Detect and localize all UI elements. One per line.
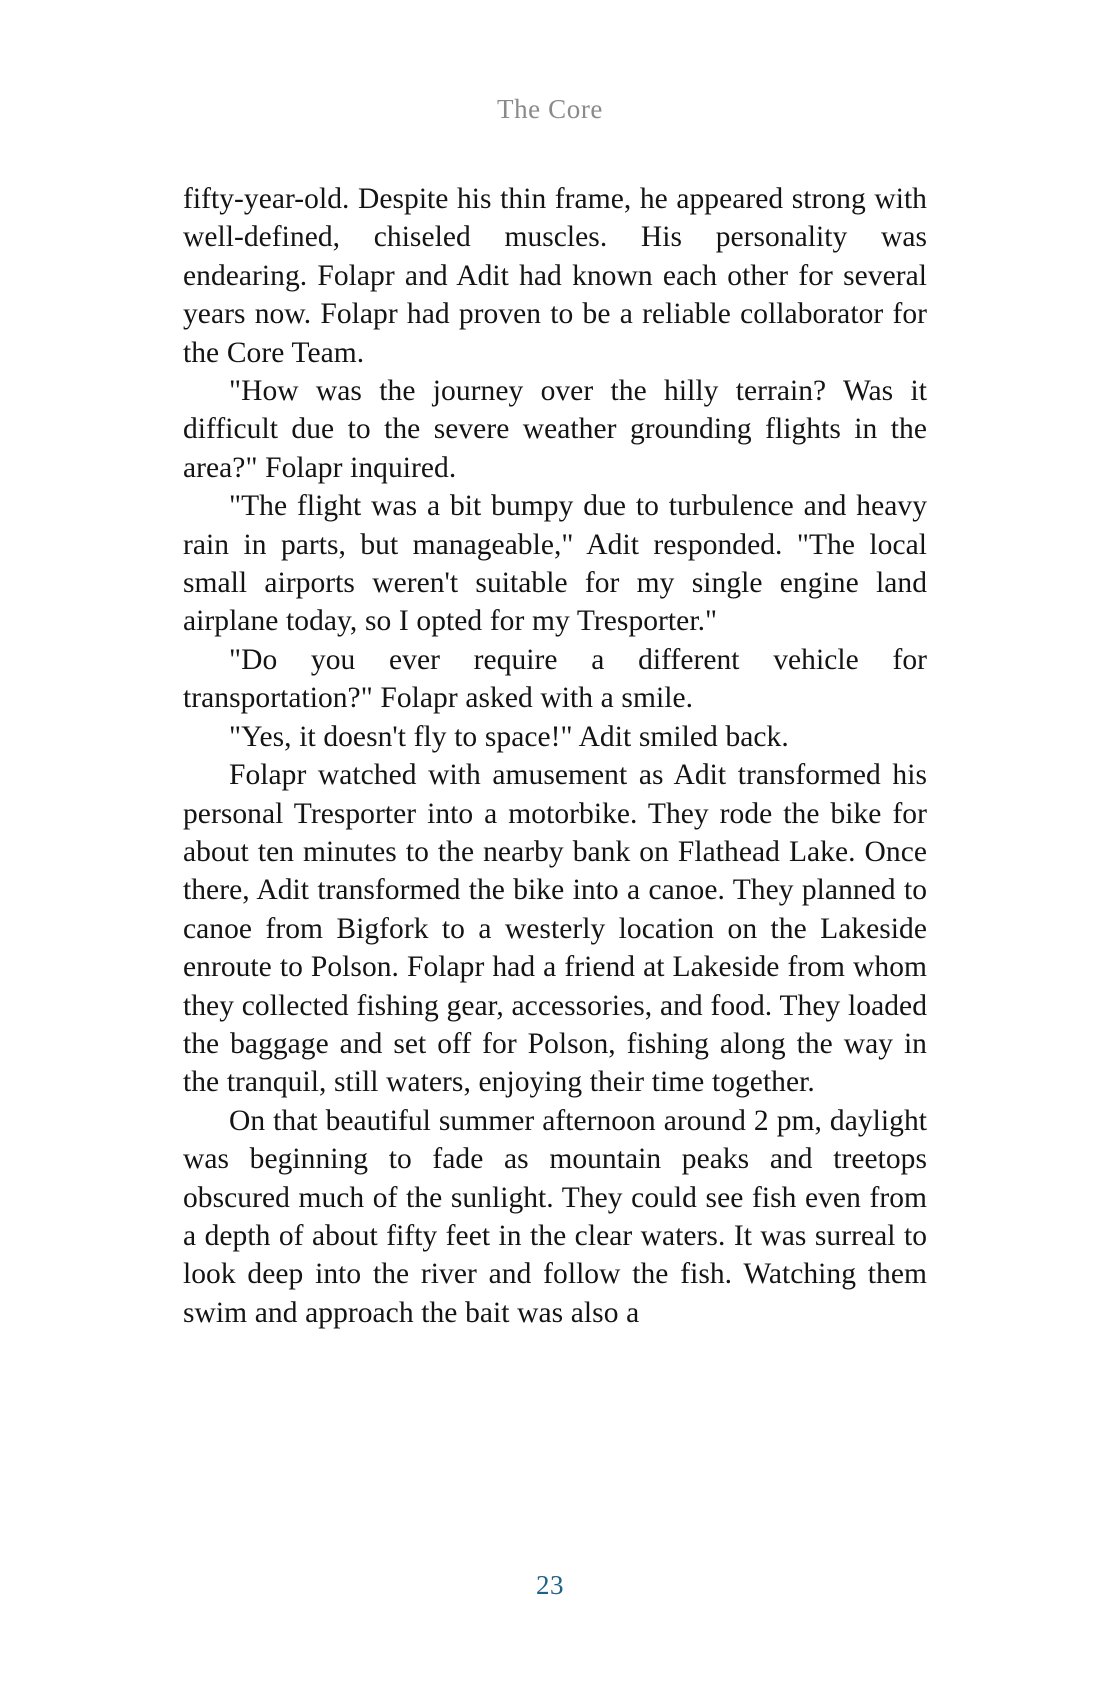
page-number: 23 — [536, 1570, 564, 1600]
paragraph: "Do you ever require a different vehicle for transportation?" Folapr asked with a smile. — [183, 643, 927, 715]
paragraph: "How was the journey over the hilly terrain? Was it difficult due to the severe weather grounding flights in the area?" Folapr inquired. — [183, 375, 927, 484]
paragraph: "Yes, it doesn't fly to space!" Adit smiled back. — [229, 720, 789, 753]
body-text-column — [183, 180, 927, 1332]
paragraph: Folapr watched with amusement as Adit transformed his personal Tresporter into a motorbike. They rode the bike for about ten minutes to the nearby bank on Flathead Lake. Once there, Adit transformed the bike into a canoe. They planned to canoe from Bigfork to a westerly location on the Lakeside enroute to Polson. Folapr had a friend at Lakeside from whom they collected fishing gear, accessories, and food. They loaded the baggage and set off for Polson, fishing along the way in the tranquil, still waters, enjoying their time together. — [183, 759, 927, 1099]
paragraph: On that beautiful summer afternoon around 2 pm, daylight was beginning to fade as mountain peaks and treetops obscured much of the sunlight. They could see fish even from a depth of about fifty feet in the clear waters. It was surreal to look deep into the river and follow the fish. Watching them swim and approach the bait was also a — [183, 1104, 927, 1329]
paragraph: "The flight was a bit bumpy due to turbulence and heavy rain in parts, but manageable," Adit responded. "The local small airports weren't suitable for my single engine land airplane today, so I opted for my Tresporter." — [183, 490, 927, 638]
running-head: The Core — [496, 94, 603, 124]
paragraph: fifty-year-old. Despite his thin frame, he appeared strong with well-defined, chiseled muscles. His personality was endearing. Folapr and Adit had known each other for several years now. Folapr had proven to be a reliable collaborator for the Core Team. — [183, 183, 927, 369]
